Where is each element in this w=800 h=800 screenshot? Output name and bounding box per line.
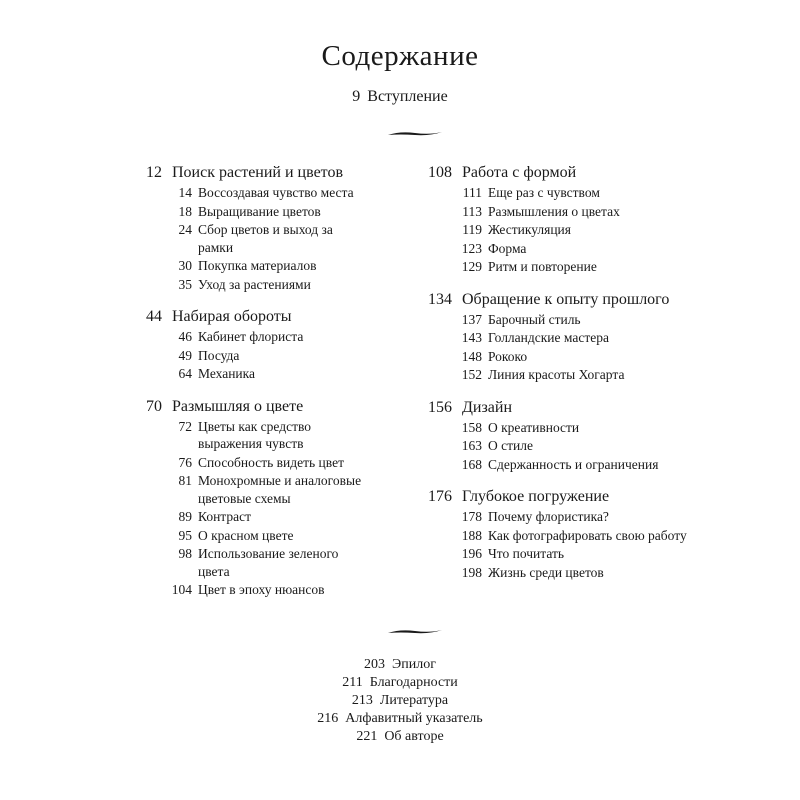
entry-label: Голландские мастера: [488, 330, 609, 345]
section-title: Глубокое погружение: [462, 488, 610, 505]
entry-page-number: 46: [178, 329, 192, 344]
toc-entry: [110, 257, 370, 275]
entry-page-number: 196: [461, 546, 482, 561]
toc-entry: [110, 581, 370, 599]
entry-label: Размышления о цветах: [488, 203, 620, 219]
entry-page-number: 129: [461, 259, 482, 274]
section-title: Обращение к опыту прошлого: [462, 290, 670, 308]
entry-page-number: 49: [178, 347, 192, 363]
section-heading: [110, 307, 370, 327]
entry-label: Еще раз с чувством: [488, 185, 600, 200]
entry-label: Цветы как средство выражения чувств: [198, 418, 312, 451]
entry-label: Жестикуляция: [488, 222, 571, 237]
entry-label: О креативности: [488, 419, 580, 435]
back-matter-page-number: 216: [317, 711, 339, 726]
toc-section: [400, 398, 700, 474]
section-heading: [400, 487, 700, 507]
entry-page-number: 119: [462, 222, 482, 237]
back-matter-entry: [0, 692, 800, 710]
entry-page-number: 76: [178, 454, 192, 470]
entry-page-number: 178: [461, 509, 482, 524]
flourish-divider-icon: [386, 626, 444, 638]
entry-page-number: 148: [461, 348, 482, 364]
entry-page-number: 143: [461, 330, 482, 345]
entry-page-number: 137: [461, 311, 482, 327]
entry-page-number: 188: [461, 527, 482, 543]
back-matter-page-number: 221: [356, 729, 378, 744]
section-title: Набирая обороты: [172, 308, 292, 325]
entry-page-number: 104: [171, 582, 192, 597]
toc-entry: [110, 545, 370, 580]
toc-right-column: [400, 163, 700, 595]
entry-page-number: 123: [461, 240, 482, 256]
entry-label: Сбор цветов и выход за рамки: [198, 222, 333, 255]
section-heading: [400, 290, 700, 310]
entry-page-number: 113: [462, 203, 482, 219]
intro-label: Вступление: [367, 88, 448, 105]
entry-label: Воссоздавая чувство места: [198, 185, 354, 200]
entry-page-number: 89: [178, 509, 192, 524]
entry-page-number: 152: [461, 367, 482, 382]
back-matter-page-number: 213: [351, 693, 373, 708]
toc-entry: [110, 276, 370, 294]
entry-label: Использование зеленого цвета: [198, 546, 339, 579]
entry-label: Монохромные и аналоговые цветовые схемы: [198, 473, 362, 506]
toc-entry: [110, 184, 370, 202]
entry-page-number: 95: [178, 527, 192, 543]
toc-entry: [400, 508, 700, 526]
entry-label: Рококо: [488, 348, 528, 364]
entry-page-number: 198: [461, 564, 482, 580]
back-matter-entry: [0, 674, 800, 692]
section-page-number: 12: [146, 164, 162, 181]
flourish-divider-icon: [386, 128, 444, 140]
section-page-number: 70: [146, 397, 162, 415]
toc-entry: [110, 221, 370, 256]
back-matter-entry: [0, 728, 800, 746]
toc-entry: [400, 545, 700, 563]
page-title: Содержание: [321, 40, 479, 72]
back-matter-page-number: 203: [364, 657, 386, 672]
section-page-number: 156: [428, 398, 452, 416]
section-page-number: 176: [428, 488, 452, 505]
toc-entry: [110, 472, 370, 507]
entry-label: Посуда: [198, 347, 240, 363]
entry-label: Выращивание цветов: [198, 203, 321, 219]
toc-section: [400, 290, 700, 384]
section-heading: [110, 163, 370, 183]
back-matter-list: [0, 656, 800, 746]
entry-label: Форма: [488, 240, 527, 256]
section-heading: [400, 398, 700, 418]
toc-entry: [400, 184, 700, 202]
toc-entry: [400, 311, 700, 329]
entry-page-number: 18: [178, 203, 192, 219]
toc-left-column: [110, 163, 370, 613]
entry-page-number: 72: [178, 418, 192, 434]
section-page-number: 108: [428, 164, 452, 181]
back-matter-label: Благодарности: [369, 675, 458, 690]
entry-label: Цвет в эпоху нюансов: [198, 582, 325, 597]
entry-page-number: 98: [178, 546, 192, 561]
entry-label: Почему флористика?: [488, 509, 609, 524]
toc-entry: [110, 454, 370, 472]
toc-entry: [110, 203, 370, 221]
back-matter-label: Об авторе: [384, 729, 444, 744]
entry-page-number: 81: [178, 473, 192, 488]
section-title: Работа с формой: [462, 164, 577, 181]
section-page-number: 134: [428, 290, 452, 308]
entry-label: Кабинет флориста: [198, 329, 304, 344]
section-title: Поиск растений и цветов: [172, 164, 343, 181]
entry-page-number: 111: [462, 185, 482, 200]
entry-label: Что почитать: [488, 546, 565, 561]
entry-label: Сдержанность и ограничения: [488, 456, 659, 472]
entry-page-number: 35: [178, 276, 192, 292]
toc-entry: [400, 203, 700, 221]
toc-entry: [110, 527, 370, 545]
entry-label: Способность видеть цвет: [198, 454, 344, 470]
toc-entry: [400, 348, 700, 366]
section-heading: [110, 397, 370, 417]
toc-entry: [110, 328, 370, 346]
section-title: Дизайн: [462, 398, 513, 416]
entry-label: Механика: [198, 366, 255, 381]
toc-entry: [400, 527, 700, 545]
entry-page-number: 14: [178, 185, 192, 200]
toc-entry: [400, 258, 700, 276]
toc-entry: [400, 240, 700, 258]
toc-entry: [110, 347, 370, 365]
entry-label: О стиле: [488, 438, 533, 453]
back-matter-page-number: 211: [342, 675, 363, 690]
toc-entry: [110, 418, 370, 453]
back-matter-label: Литература: [379, 693, 449, 708]
toc-entry: [400, 221, 700, 239]
section-title: Размышляя о цвете: [172, 397, 304, 415]
entry-label: Жизнь среди цветов: [488, 564, 604, 580]
section-heading: [400, 163, 700, 183]
back-matter-label: Алфавитный указатель: [345, 711, 483, 726]
toc-section: [400, 163, 700, 276]
toc-section: [110, 307, 370, 383]
toc-entry: [400, 456, 700, 474]
toc-entry: [400, 329, 700, 347]
back-matter-label: Эпилог: [392, 657, 436, 672]
back-matter-entry: [0, 656, 800, 674]
entry-page-number: 158: [461, 419, 482, 435]
entry-page-number: 163: [461, 438, 482, 453]
entry-page-number: 24: [178, 222, 192, 237]
toc-section: [400, 487, 700, 581]
section-page-number: 44: [146, 308, 162, 325]
toc-section: [110, 397, 370, 599]
entry-label: Контраст: [198, 509, 252, 524]
entry-label: Как фотографировать свою работу: [488, 527, 687, 543]
back-matter-entry: [0, 710, 800, 728]
toc-entry: [400, 366, 700, 384]
toc-entry: [400, 564, 700, 582]
entry-label: Покупка материалов: [198, 258, 317, 273]
entry-page-number: 64: [178, 366, 192, 381]
entry-label: Ритм и повторение: [488, 259, 597, 274]
entry-label: Линия красоты Хогарта: [488, 367, 625, 382]
entry-page-number: 168: [461, 456, 482, 472]
toc-section: [110, 163, 370, 293]
toc-entry: [400, 419, 700, 437]
toc-entry: [110, 365, 370, 383]
entry-label: О красном цвете: [198, 527, 294, 543]
entry-page-number: 30: [178, 258, 192, 273]
entry-label: Барочный стиль: [488, 311, 581, 327]
entry-label: Уход за растениями: [198, 276, 311, 292]
intro-page-number: 9: [352, 88, 361, 105]
toc-entry: [400, 437, 700, 455]
toc-entry: [110, 508, 370, 526]
intro-entry: [0, 88, 800, 106]
